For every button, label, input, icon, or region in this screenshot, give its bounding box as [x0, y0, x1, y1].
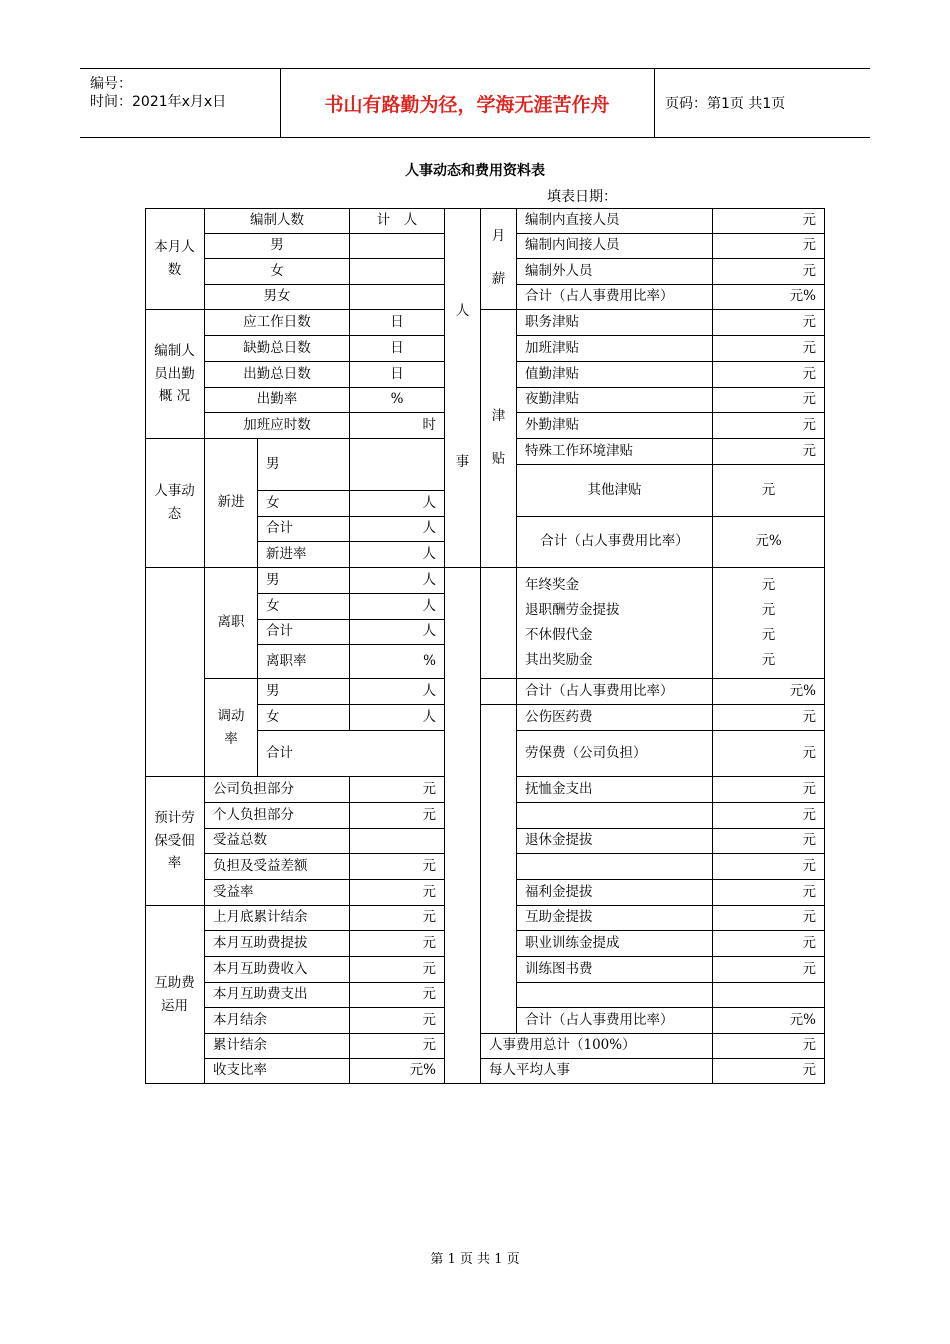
- table-cell-text: 元: [802, 883, 816, 900]
- table-cell: [350, 594, 445, 620]
- table-cell: [713, 880, 825, 906]
- table-cell-text: 元: [802, 744, 816, 761]
- table-cell-text: 编制人数: [250, 211, 304, 228]
- table-cell: [713, 208, 825, 234]
- table-cell: [145, 568, 205, 777]
- table-cell: [713, 803, 825, 829]
- table-cell-text: %: [390, 391, 404, 408]
- table-cell-text: 合计: [266, 744, 293, 761]
- table-cell: [517, 906, 713, 931]
- table-cell: [205, 413, 350, 439]
- table-cell-text: 元: [802, 832, 816, 849]
- table-cell: [258, 645, 350, 679]
- table-cell: [713, 413, 825, 439]
- table-cell: [258, 491, 350, 517]
- table-cell-text: 外勤津贴: [525, 416, 579, 433]
- table-cell-text: 元: [422, 1011, 436, 1028]
- table-cell: [481, 679, 517, 705]
- table-cell-text: 人: [422, 494, 436, 511]
- table-cell-text: 元: [802, 313, 816, 330]
- table-cell-text: 合计（占人事费用比率）: [540, 533, 689, 550]
- table-cell-text: 男女: [263, 288, 291, 305]
- table-cell-text: 元: [802, 780, 816, 797]
- table-cell-text: 元%: [789, 682, 816, 699]
- table-cell: [713, 285, 825, 310]
- table-cell-text: 福利金提拔: [525, 883, 593, 900]
- table-cell: [713, 1008, 825, 1034]
- table-cell-text: 职业训练金提成: [525, 934, 620, 951]
- table-cell-text: 公伤医药费: [525, 708, 593, 725]
- fill-date-label: 填表日期：: [547, 189, 617, 205]
- table-cell: [145, 310, 205, 439]
- table-cell-text: 元%: [755, 533, 782, 550]
- table-cell-text: 训练图书费: [525, 960, 593, 977]
- table-cell: [350, 620, 445, 645]
- table-cell-text: 女: [266, 494, 280, 511]
- table-cell: [205, 803, 350, 829]
- table-cell-text: 职务津贴: [525, 313, 579, 330]
- table-cell: [205, 1008, 350, 1034]
- table-cell: [350, 362, 445, 388]
- table-cell-text: 抚恤金支出: [525, 780, 593, 797]
- table-cell: [145, 208, 205, 310]
- table-cell-text: 时: [422, 416, 436, 433]
- table-cell: [205, 362, 350, 388]
- table-cell-text: 元: [802, 708, 816, 725]
- table-cell-text: 女: [266, 708, 280, 725]
- table-cell: [350, 568, 445, 594]
- table-cell-text: 出勤率: [256, 391, 298, 408]
- table-cell: [205, 679, 258, 777]
- document-header: [80, 68, 870, 138]
- table-cell: [517, 413, 713, 439]
- table-cell-text: 元: [802, 806, 816, 823]
- table-cell: [350, 931, 445, 957]
- table-cell: [350, 388, 445, 413]
- table-cell-text: 元: [761, 481, 776, 498]
- table-cell: [350, 983, 445, 1008]
- table-cell: [481, 1034, 713, 1059]
- table-cell: [350, 854, 445, 880]
- table-cell: [517, 983, 713, 1008]
- table-cell: [350, 310, 445, 336]
- table-cell: [481, 1059, 713, 1084]
- table-cell-text: 本月互助费收入: [213, 960, 308, 977]
- table-cell-text: 月 薪: [491, 228, 506, 288]
- table-cell: [350, 259, 445, 285]
- table-cell-text: 元: [802, 1062, 816, 1079]
- table-cell: [713, 829, 825, 854]
- table-cell-text: 元: [802, 442, 816, 459]
- table-cell: [517, 731, 713, 777]
- table-cell-text: 人: [422, 520, 436, 537]
- table-cell-text: 夜勤津贴: [525, 391, 579, 408]
- table-cell: [350, 705, 445, 731]
- table-cell-text: 负担及受益差额: [213, 857, 308, 874]
- table-cell-text: 元: [422, 857, 436, 874]
- table-cell: [517, 777, 713, 803]
- table-cell: [145, 777, 205, 906]
- table-cell: [713, 336, 825, 362]
- table-cell: [713, 310, 825, 336]
- table-cell: [205, 880, 350, 906]
- table-cell: [258, 517, 350, 542]
- table-cell: [145, 439, 205, 568]
- table-cell-text: 元: [422, 1037, 436, 1054]
- table-cell-text: 计 人: [376, 211, 418, 228]
- table-cell-text: 人事动态: [154, 483, 195, 522]
- table-cell-text: 合计: [266, 520, 293, 537]
- table-cell-text: 元: [422, 986, 436, 1003]
- table-cell-text: 元 元 元 元: [761, 577, 776, 668]
- table-cell: [713, 234, 825, 259]
- table-cell: [350, 491, 445, 517]
- table-cell-text: 出勤总日数: [243, 365, 311, 382]
- table-cell: [258, 439, 350, 491]
- table-cell: [258, 542, 350, 568]
- table-cell-text: 个人负担部分: [213, 806, 294, 823]
- table-cell-text: 人: [422, 623, 436, 640]
- table-cell-text: 预计劳保受佃率: [154, 809, 195, 872]
- table-cell: [517, 285, 713, 310]
- table-cell: [258, 620, 350, 645]
- table-cell: [350, 957, 445, 983]
- date-label: 时间：2021年x月x日: [90, 94, 227, 110]
- table-cell-text: 元: [802, 339, 816, 356]
- header-motto: 书山有路勤为径，学海无涯苦作舟: [280, 69, 655, 137]
- table-cell: [713, 777, 825, 803]
- table-cell: [713, 259, 825, 285]
- table-cell-text: 互助费运用: [154, 974, 195, 1014]
- table-cell: [517, 880, 713, 906]
- table-cell-text: 元: [422, 960, 436, 977]
- table-cell-text: 加班津贴: [525, 339, 579, 356]
- code-label: 编号：: [90, 76, 132, 92]
- table-cell-text: 元: [422, 780, 436, 797]
- table-cell: [713, 957, 825, 983]
- table-cell-text: 本月人数: [154, 238, 195, 278]
- table-cell-text: 劳保费（公司负担）: [525, 744, 647, 761]
- table-cell: [517, 829, 713, 854]
- table-cell: [258, 705, 350, 731]
- table-cell-text: 离职: [217, 614, 245, 631]
- page-label: 页码：第1页 共1页: [665, 96, 786, 112]
- table-cell: [350, 777, 445, 803]
- table-cell: [350, 285, 445, 310]
- table-cell: [205, 854, 350, 880]
- table-cell: [258, 568, 350, 594]
- table-cell: [713, 465, 825, 517]
- table-cell-text: 应工作日数: [243, 313, 311, 330]
- table-cell-text: 元: [802, 391, 816, 408]
- table-cell-text: 元: [422, 909, 436, 926]
- table-cell-text: 元%: [789, 1011, 816, 1028]
- table-cell: [713, 705, 825, 731]
- table-cell-text: 加班应时数: [243, 416, 311, 433]
- table-cell: [205, 285, 350, 310]
- table-cell: [517, 465, 713, 517]
- table-cell-text: 特殊工作环境津贴: [525, 442, 633, 459]
- table-cell: [481, 705, 517, 1034]
- table-cell-text: 人事费用总计（100%）: [489, 1037, 636, 1054]
- table-cell: [713, 931, 825, 957]
- table-cell: [205, 310, 350, 336]
- table-cell: [713, 1059, 825, 1084]
- table-cell-text: 元: [802, 857, 816, 874]
- table-cell: [517, 931, 713, 957]
- table-cell: [713, 388, 825, 413]
- table-cell: [205, 388, 350, 413]
- table-cell: [350, 1008, 445, 1034]
- table-cell-text: 受益总数: [213, 832, 267, 849]
- table-cell: [205, 983, 350, 1008]
- table-cell: [205, 208, 350, 234]
- table-cell: [445, 208, 481, 568]
- table-cell-text: 每人平均人事: [489, 1062, 570, 1079]
- table-cell-text: 男: [266, 682, 280, 699]
- table-cell: [713, 568, 825, 679]
- table-cell-text: 元: [802, 960, 816, 977]
- table-cell-text: 人: [422, 597, 436, 614]
- table-cell: [713, 731, 825, 777]
- table-cell: [713, 983, 825, 1008]
- table-cell-text: 女: [270, 262, 284, 279]
- table-cell: [517, 259, 713, 285]
- table-cell-text: 元: [802, 237, 816, 254]
- table-cell-text: 元: [422, 806, 436, 823]
- table-cell-text: 调动率: [217, 707, 245, 747]
- table-cell: [713, 439, 825, 465]
- table-cell-text: 人: [422, 545, 436, 562]
- table-cell: [517, 803, 713, 829]
- table-cell-text: %: [423, 652, 436, 669]
- table-cell-text: 元: [422, 934, 436, 951]
- table-cell-text: 元: [802, 934, 816, 951]
- page-title: 人事动态和费用资料表: [405, 163, 545, 179]
- table-cell-text: 元: [802, 211, 816, 228]
- table-cell-text: 上月底累计结余: [213, 909, 308, 926]
- table-cell: [205, 931, 350, 957]
- table-cell-text: 元: [802, 365, 816, 382]
- table-cell-text: 新进率: [266, 545, 307, 562]
- table-cell: [713, 362, 825, 388]
- table-cell: [205, 906, 350, 931]
- table-cell: [205, 777, 350, 803]
- table-cell-text: 元%: [409, 1062, 436, 1079]
- table-cell: [205, 336, 350, 362]
- table-cell: [205, 829, 350, 854]
- table-cell: [350, 234, 445, 259]
- table-cell-text: 男: [266, 571, 280, 588]
- page-footer: 第 1 页 共 1 页: [430, 1252, 520, 1267]
- table-cell: [517, 336, 713, 362]
- table-cell: [713, 906, 825, 931]
- table-cell: [205, 439, 258, 568]
- table-cell: [517, 388, 713, 413]
- table-cell-text: 编制内间接人员: [525, 237, 620, 254]
- table-cell: [205, 1059, 350, 1084]
- table-cell: [350, 439, 445, 491]
- table-cell: [517, 310, 713, 336]
- table-cell: [445, 568, 481, 1084]
- table-cell-text: 日: [390, 339, 404, 356]
- table-cell-text: 元: [802, 262, 816, 279]
- table-cell-text: 合计: [266, 623, 293, 640]
- table-cell-text: 日: [390, 313, 404, 330]
- table-cell-text: 其他津贴: [587, 481, 642, 498]
- table-cell: [517, 517, 713, 568]
- table-cell: [350, 1034, 445, 1059]
- table-cell-text: 编制外人员: [525, 262, 593, 279]
- table-cell: [350, 645, 445, 679]
- table-cell: [713, 1034, 825, 1059]
- table-cell-text: 人: [422, 708, 436, 725]
- table-cell: [517, 705, 713, 731]
- personnel-expense-table: [145, 208, 825, 1084]
- table-cell: [713, 517, 825, 568]
- table-cell-text: 男: [270, 237, 284, 254]
- table-cell-text: 退休金提拔: [525, 832, 593, 849]
- table-cell: [350, 208, 445, 234]
- table-cell: [258, 594, 350, 620]
- table-cell: [481, 568, 517, 679]
- table-cell-text: 编制内直接人员: [525, 211, 620, 228]
- table-cell: [517, 854, 713, 880]
- table-cell-text: 合计（占人事费用比率）: [525, 682, 674, 699]
- table-cell: [350, 880, 445, 906]
- table-cell: [205, 234, 350, 259]
- table-cell-text: 元: [802, 1037, 816, 1054]
- table-cell: [517, 362, 713, 388]
- table-cell-text: 津 贴: [491, 408, 506, 468]
- table-cell: [258, 679, 350, 705]
- table-cell: [145, 906, 205, 1084]
- table-cell: [517, 568, 713, 679]
- table-cell: [350, 413, 445, 439]
- header-meta: [80, 69, 281, 137]
- table-cell: [481, 310, 517, 568]
- table-cell-text: 元: [422, 883, 436, 900]
- table-cell-text: 人 事: [455, 303, 470, 471]
- table-cell: [517, 208, 713, 234]
- table-cell-text: 合计（占人事费用比率）: [525, 288, 674, 305]
- table-cell-text: 年终奖金 退职酬劳金提拔 不休假代金 其出奖励金: [525, 577, 620, 668]
- table-cell-text: 元: [802, 909, 816, 926]
- table-cell-text: 合计（占人事费用比率）: [525, 1011, 674, 1028]
- table-cell-text: 缺勤总日数: [243, 339, 311, 356]
- table-cell: [350, 517, 445, 542]
- table-cell: [350, 1059, 445, 1084]
- table-cell-text: 新进: [217, 494, 245, 511]
- table-cell-text: 女: [266, 597, 280, 614]
- table-cell: [517, 957, 713, 983]
- table-cell-text: 元%: [789, 288, 816, 305]
- table-cell-text: 值勤津贴: [525, 365, 579, 382]
- table-cell-text: 本月结余: [213, 1011, 267, 1028]
- table-cell: [481, 208, 517, 310]
- table-cell-text: 本月互助费提拔: [213, 934, 308, 951]
- table-cell-text: 互助金提拔: [525, 909, 593, 926]
- table-cell-text: 累计结余: [213, 1037, 267, 1054]
- table-cell: [350, 679, 445, 705]
- table-cell-text: 公司负担部分: [213, 780, 294, 797]
- table-cell-text: 男: [266, 455, 280, 472]
- table-cell: [205, 1034, 350, 1059]
- table-cell: [205, 259, 350, 285]
- table-cell-text: 元: [802, 416, 816, 433]
- table-cell-text: 本月互助费支出: [213, 986, 308, 1003]
- table-cell: [205, 568, 258, 679]
- table-cell: [350, 542, 445, 568]
- table-cell-text: 收支比率: [213, 1062, 267, 1079]
- table-cell: [517, 679, 713, 705]
- table-cell-text: 受益率: [213, 883, 254, 900]
- table-cell: [205, 957, 350, 983]
- table-cell: [350, 336, 445, 362]
- table-cell: [517, 1008, 713, 1034]
- table-cell: [350, 803, 445, 829]
- table-cell: [713, 679, 825, 705]
- table-cell: [713, 854, 825, 880]
- table-cell: [350, 906, 445, 931]
- table-cell: [517, 439, 713, 465]
- table-cell: [350, 829, 445, 854]
- table-cell-text: 离职率: [266, 652, 307, 669]
- table-cell-text: 编制人员出勤概 况: [154, 342, 195, 405]
- table-cell: [517, 234, 713, 259]
- table-cell: [258, 731, 445, 777]
- table-cell-text: 日: [390, 365, 404, 382]
- table-cell-text: 人: [422, 682, 436, 699]
- table-cell-text: 人: [422, 571, 436, 588]
